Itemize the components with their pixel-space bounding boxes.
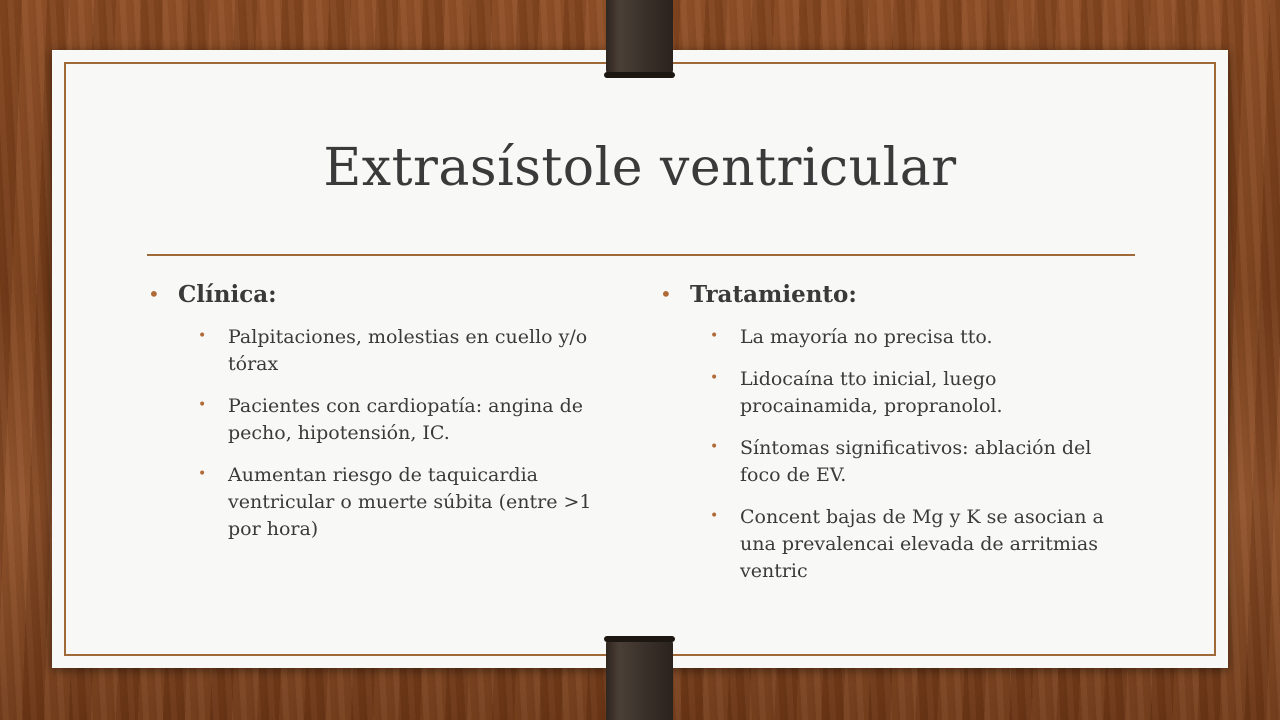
bullet-icon: • [710,439,719,455]
title-divider [147,254,1135,256]
list-item-text: Aumentan riesgo de taquicardia ventricular o muerte súbita (entre >1 por hora) [228,464,592,540]
bullet-icon: • [198,328,207,344]
clinica-heading-text: Clínica: [178,281,277,308]
list-item-text: Síntomas significativos: ablación del foco de EV. [740,437,1092,486]
bullet-icon: • [660,282,672,306]
list-item [660,366,1130,420]
list-item [660,504,1130,585]
bottom-clip-cap [604,636,675,642]
bullet-icon: • [710,328,719,344]
top-binder-clip [606,0,673,76]
list-item-text: Concent bajas de Mg y K se asocian a una prevalencai elevada de arritmias ventric [740,506,1104,582]
tratamiento-heading-text: Tratamiento: [690,281,857,308]
top-clip-cap [604,72,675,78]
left-column [148,278,628,558]
bottom-binder-clip [606,638,673,720]
slide-title: Extrasístole ventricular [323,138,957,198]
clinica-heading [148,278,628,312]
bullet-icon: • [710,508,719,524]
list-item-text: Lidocaína tto inicial, luego procainamida, propranolol. [740,368,1003,417]
list-item-text: La mayoría no precisa tto. [740,326,993,348]
list-item-text: Pacientes con cardiopatía: angina de pecho, hipotensión, IC. [228,395,583,444]
tratamiento-heading [660,278,1130,312]
list-item [148,393,628,447]
bullet-icon: • [198,397,207,413]
bullet-icon: • [710,370,719,386]
bullet-icon: • [148,282,160,306]
tratamiento-list [660,324,1130,585]
bullet-icon: • [198,466,207,482]
list-item [660,435,1130,489]
list-item [148,324,628,378]
right-column [660,278,1130,600]
list-item [148,462,628,543]
list-item [660,324,1130,351]
clinica-list [148,324,628,543]
list-item-text: Palpitaciones, molestias en cuello y/o tórax [228,326,588,375]
